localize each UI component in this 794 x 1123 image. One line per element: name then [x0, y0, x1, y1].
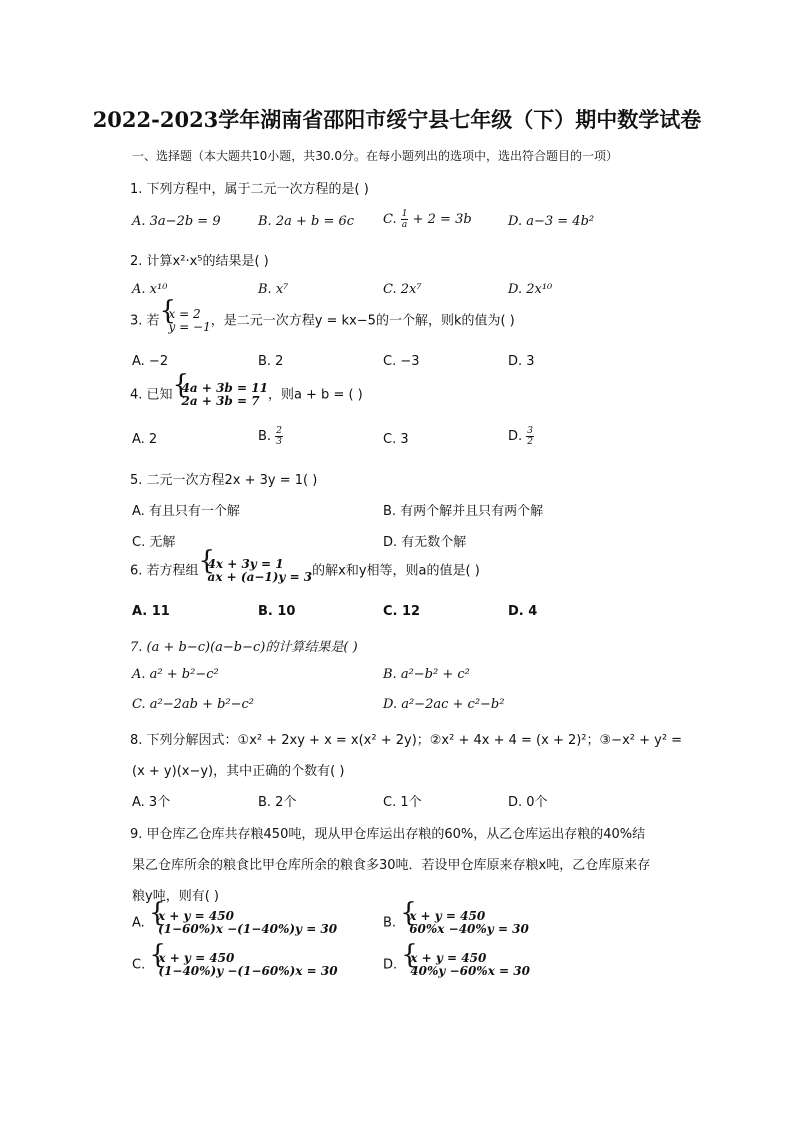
- question-6-stem: 6. 若方程组 { 4x + 3y = 1 ax + (a−1)y = 3 的解x和y相等，则a的值是( ): [130, 558, 480, 584]
- question-1-option-a[interactable]: A. 3a−2b = 9: [132, 214, 221, 229]
- question-5-stem: 5. 二元一次方程2x + 3y = 1( ): [130, 473, 318, 488]
- question-8-option-d[interactable]: D. 0个: [508, 795, 548, 810]
- question-8-option-a[interactable]: A. 3个: [132, 795, 171, 810]
- question-4-stem: 4. 已知 { 4a + 3b = 11 2a + 3b = 7 ，则a + b = ( ): [130, 382, 363, 408]
- page-title: 2022-2023学年湖南省邵阳市绥宁县七年级（下）期中数学试卷: [92, 107, 702, 132]
- equation-system: { x + y = 450 60%x −40%y = 30: [400, 910, 529, 936]
- question-7-option-d[interactable]: D. a²−2ac + c²−b²: [383, 697, 505, 712]
- question-6-option-a[interactable]: A. 11: [132, 604, 170, 619]
- question-5-option-c[interactable]: C. 无解: [132, 535, 176, 550]
- equation-system: { x + y = 450 (1−60%)x −(1−40%)y = 30: [149, 910, 337, 936]
- question-1-option-d[interactable]: D. a−3 = 4b²: [508, 214, 595, 229]
- question-2-option-c[interactable]: C. 2x⁷: [383, 282, 422, 297]
- question-7-stem: 7. (a + b−c)(a−b−c)的计算结果是( ): [130, 640, 358, 655]
- question-9-option-b[interactable]: B. { x + y = 450 60%x −40%y = 30: [383, 910, 529, 936]
- question-6-option-d[interactable]: D. 4: [508, 604, 538, 619]
- question-3-option-b[interactable]: B. 2: [258, 354, 284, 369]
- equation-system: { 4x + 3y = 1 ax + (a−1)y = 3: [199, 558, 313, 584]
- question-2-option-d[interactable]: D. 2x¹⁰: [508, 282, 553, 297]
- question-8-stem-line-2: (x + y)(x−y)，其中正确的个数有( ): [132, 764, 345, 779]
- question-8-stem-line-1: 8. 下列分解因式：①x² + 2xy + x = x(x² + 2y)；②x² + 4x + 4 = (x + 2)²；③−x² + y² =: [130, 733, 683, 748]
- section-heading: 一、选择题（本大题共10小题，共30.0分。在每小题列出的选项中，选出符合题目的一项）: [132, 149, 618, 163]
- question-1-option-b[interactable]: B. 2a + b = 6c: [258, 214, 355, 229]
- question-5-option-b[interactable]: B. 有两个解并且只有两个解: [383, 504, 544, 519]
- question-5-option-a[interactable]: A. 有且只有一个解: [132, 504, 240, 519]
- question-8-option-c[interactable]: C. 1个: [383, 795, 422, 810]
- question-4-option-c[interactable]: C. 3: [383, 432, 409, 447]
- question-9-stem-line-2: 果乙仓库所余的粮食比甲仓库所余的粮食多30吨．若设甲仓库原来存粮x吨，乙仓库原来存: [132, 858, 651, 873]
- question-7-option-c[interactable]: C. a²−2ab + b²−c²: [132, 697, 255, 712]
- question-9-stem-line-1: 9. 甲仓库乙仓库共存粮450吨，现从甲仓库运出存粮的60%，从乙仓库运出存粮的40%结: [130, 827, 646, 842]
- question-9-option-a[interactable]: A. { x + y = 450 (1−60%)x −(1−40%)y = 30: [132, 910, 337, 936]
- question-9-option-c[interactable]: C. { x + y = 450 (1−40%)y −(1−60%)x = 30: [132, 952, 338, 978]
- question-6-option-b[interactable]: B. 10: [258, 604, 296, 619]
- fraction: $\frac{1}{a}$: [401, 209, 408, 230]
- question-1-stem: 1. 下列方程中，属于二元一次方程的是( ): [130, 182, 369, 197]
- question-4-option-a[interactable]: A. 2: [132, 432, 158, 447]
- question-9-option-d[interactable]: D. { x + y = 450 40%y −60%x = 30: [383, 952, 530, 978]
- equation-system: { x = 2 y = −1: [160, 308, 211, 334]
- question-5-option-d[interactable]: D. 有无数个解: [383, 535, 467, 550]
- question-4-option-d[interactable]: D. $\frac{3}{2}$: [508, 426, 534, 447]
- question-6-option-c[interactable]: C. 12: [383, 604, 421, 619]
- question-3-option-d[interactable]: D. 3: [508, 354, 535, 369]
- equation-system: { 4a + 3b = 11 2a + 3b = 7: [173, 382, 268, 408]
- equation-system: { x + y = 450 40%y −60%x = 30: [401, 952, 530, 978]
- question-3-stem: 3. 若 { x = 2 y = −1 ，是二元一次方程y = kx−5的一个解，则k的值为( ): [130, 308, 515, 334]
- question-7-option-a[interactable]: A. a² + b²−c²: [132, 667, 219, 682]
- question-4-option-b[interactable]: B. $\frac{2}{3}$: [258, 426, 282, 447]
- fraction: $\frac{3}{2}$: [527, 426, 534, 447]
- question-8-option-b[interactable]: B. 2个: [258, 795, 297, 810]
- question-2-stem: 2. 计算x²·x⁵的结果是( ): [130, 254, 269, 269]
- question-9-stem-line-3: 粮y吨，则有( ): [132, 889, 219, 904]
- question-2-option-b[interactable]: B. x⁷: [258, 282, 289, 297]
- question-3-option-c[interactable]: C. −3: [383, 354, 420, 369]
- question-3-option-a[interactable]: A. −2: [132, 354, 169, 369]
- fraction: $\frac{2}{3}$: [276, 426, 282, 447]
- question-1-option-c[interactable]: C. $\frac{1}{a}$ + 2 = 3b: [383, 209, 472, 230]
- question-7-option-b[interactable]: B. a²−b² + c²: [383, 667, 470, 682]
- question-2-option-a[interactable]: A. x¹⁰: [132, 282, 168, 297]
- equation-system: { x + y = 450 (1−40%)y −(1−60%)x = 30: [149, 952, 337, 978]
